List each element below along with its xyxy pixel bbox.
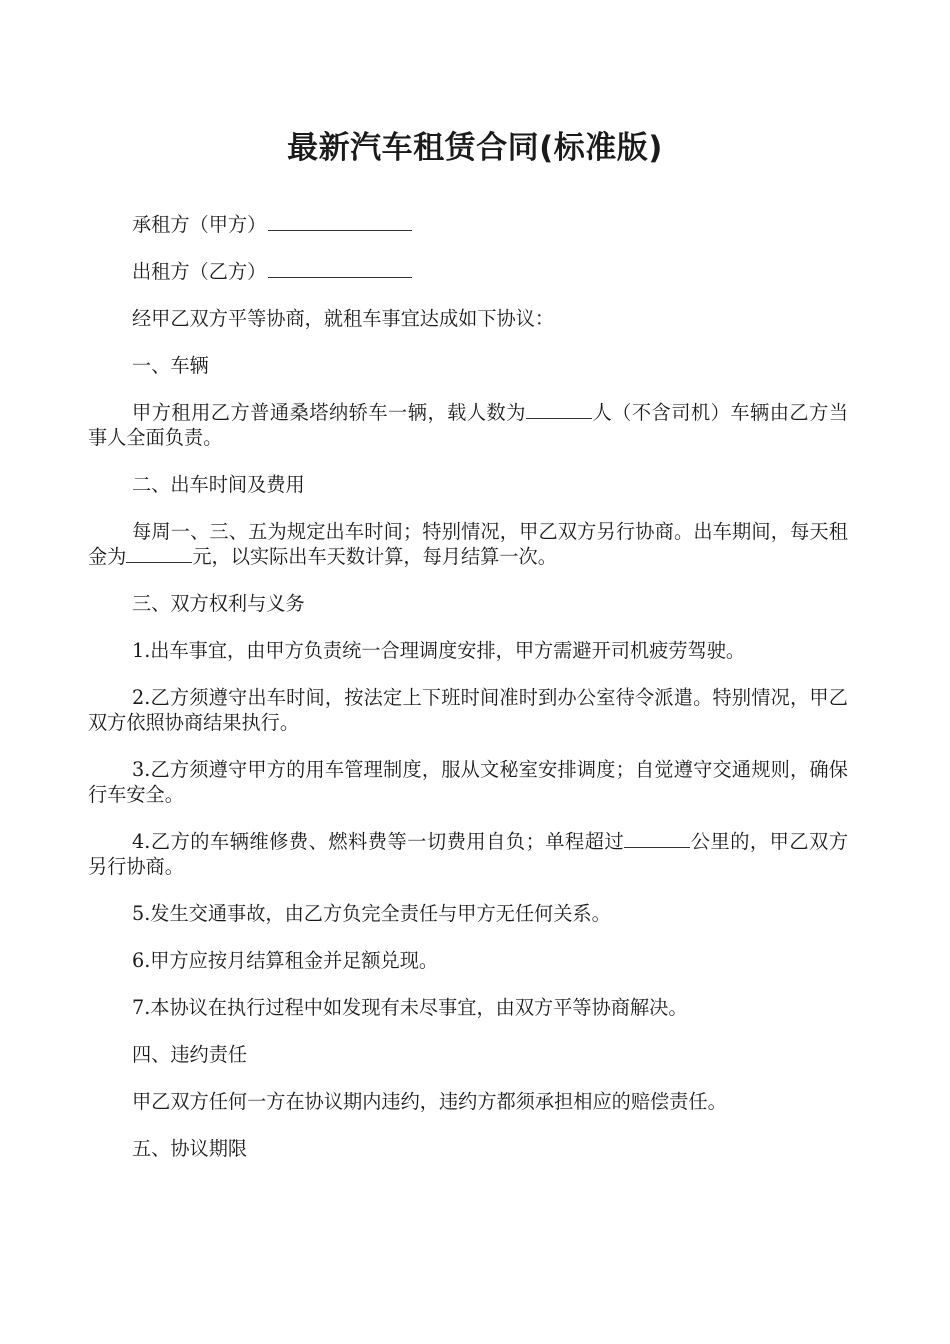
section-1-paragraph bbox=[88, 400, 848, 450]
distance-blank bbox=[624, 830, 690, 848]
section-3-item-7: 7.本协议在执行过程中如发现有未尽事宜，由双方平等协商解决。 bbox=[132, 996, 688, 1019]
section-3-item-3: 3.乙方须遵守甲方的用车管理制度，服从文秘室安排调度；自觉遵守交通规则，确保行车安全。 bbox=[88, 758, 848, 806]
section-3-item-5: 5.发生交通事故，由乙方负完全责任与甲方无任何关系。 bbox=[132, 902, 611, 925]
section-3-item-1: 1.出车事宜，由甲方负责统一合理调度安排，甲方需避开司机疲劳驾驶。 bbox=[132, 639, 746, 662]
document-body bbox=[88, 212, 848, 1183]
section-3-item-4-text-a: 4.乙方的车辆维修费、燃料费等一切费用自负；单程超过 bbox=[132, 830, 625, 853]
section-3-item-4 bbox=[88, 829, 848, 879]
section-3-item-2: 2.乙方须遵守出车时间，按法定上下班时间准时到办公室待令派遣。特别情况，甲乙双方依照协商结果执行。 bbox=[88, 686, 848, 734]
section-1-heading: 一、车辆 bbox=[132, 354, 209, 377]
section-1-text-a: 甲方租用乙方普通桑塔纳轿车一辆，载人数为 bbox=[132, 401, 526, 424]
intro-paragraph: 经甲乙双方平等协商，就租车事宜达成如下协议： bbox=[132, 307, 555, 330]
lessee-label: 承租方（甲方） bbox=[132, 213, 267, 236]
section-3-item-6: 6.甲方应按月结算租金并足额兑现。 bbox=[132, 949, 439, 972]
document-title: 最新汽车租赁合同(标准版) bbox=[287, 130, 663, 166]
section-5-heading: 五、协议期限 bbox=[132, 1137, 248, 1160]
passenger-count-blank bbox=[526, 401, 592, 419]
section-2-text-a: 每周一、三、五为规定出车时间；特别情况，甲乙双方另行协商。出车期间，每天租金为 bbox=[88, 520, 848, 568]
section-3-heading: 三、双方权利与义务 bbox=[132, 592, 305, 615]
lessor-blank bbox=[268, 260, 412, 278]
section-2-heading: 二、出车时间及费用 bbox=[132, 473, 305, 496]
section-4-paragraph: 甲乙双方任何一方在协议期内违约，违约方都须承担相应的赔偿责任。 bbox=[132, 1090, 727, 1113]
section-1-text-b: 人（不含司机）车辆由乙方当事人全面负责。 bbox=[88, 401, 849, 449]
lessor-label: 出租方（乙方） bbox=[132, 260, 267, 283]
lessee-blank bbox=[268, 213, 412, 231]
daily-rent-blank bbox=[126, 545, 192, 563]
section-2-text-b: 元，以实际出车天数计算，每月结算一次。 bbox=[192, 545, 557, 568]
section-4-heading: 四、违约责任 bbox=[132, 1043, 248, 1066]
section-2-paragraph bbox=[88, 519, 848, 569]
section-3-item-4-text-b: 公里的，甲乙双方另行协商。 bbox=[88, 830, 849, 878]
lessee-line bbox=[88, 212, 848, 237]
lessor-line bbox=[88, 259, 848, 284]
